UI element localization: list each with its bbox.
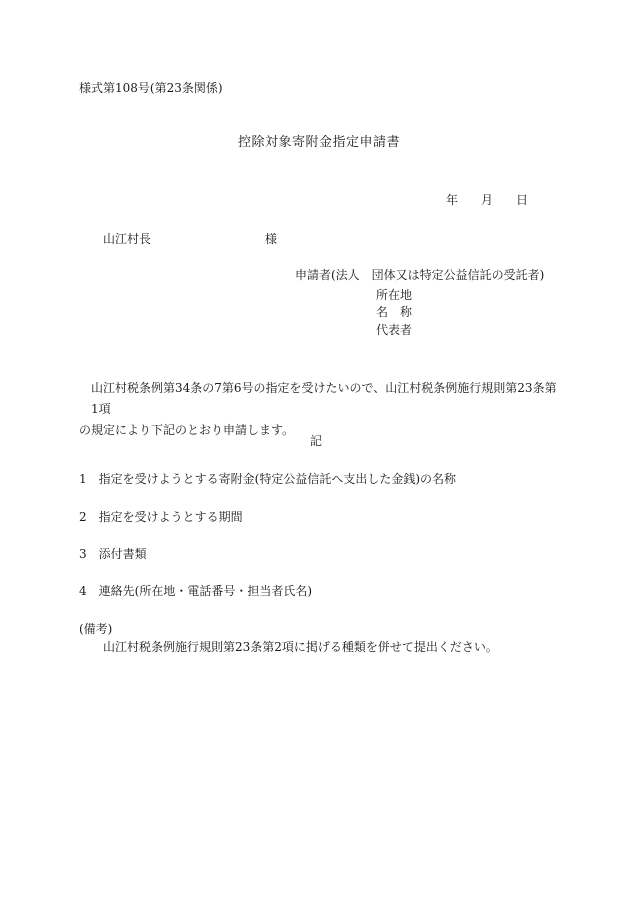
document-title: 控除対象寄附金指定申請書 — [238, 135, 401, 150]
date-day-label: 日 — [516, 193, 529, 207]
applicant-label: 申請者(法人 団体又は特定公益信託の受託者) — [295, 268, 545, 282]
applicant-representative-label: 代表者 — [376, 323, 413, 337]
date-year-label: 年 — [446, 193, 459, 207]
remarks-heading: (備考) — [79, 622, 113, 636]
list-item: 1 指定を受けようとする寄附金(特定公益信託へ支出した金銭)の名称 — [79, 472, 457, 486]
list-item: 4 連絡先(所在地・電話番号・担当者氏名) — [79, 584, 312, 598]
application-statement-line-2: の規定により下記のとおり申請します。 — [79, 423, 295, 437]
list-item: 3 添付書類 — [79, 547, 147, 561]
addressee-honorific: 様 — [265, 232, 278, 246]
applicant-name-label: 名 称 — [376, 305, 413, 319]
ki-heading: 記 — [310, 434, 323, 448]
applicant-address-label: 所在地 — [376, 288, 413, 302]
application-statement-line-1: 山江村税条例第34条の7第6号の指定を受けたいので、山江村税条例施行規則第23条第1項 — [91, 381, 557, 416]
form-number: 様式第108号(第23条関係) — [79, 81, 223, 95]
remarks-text: 山江村税条例施行規則第23条第2項に掲げる種類を併せて提出ください。 — [103, 640, 498, 654]
date-month-label: 月 — [481, 193, 494, 207]
list-item: 2 指定を受けようとする期間 — [79, 510, 243, 524]
application-statement — [79, 378, 559, 441]
addressee-name: 山江村長 — [103, 232, 152, 246]
